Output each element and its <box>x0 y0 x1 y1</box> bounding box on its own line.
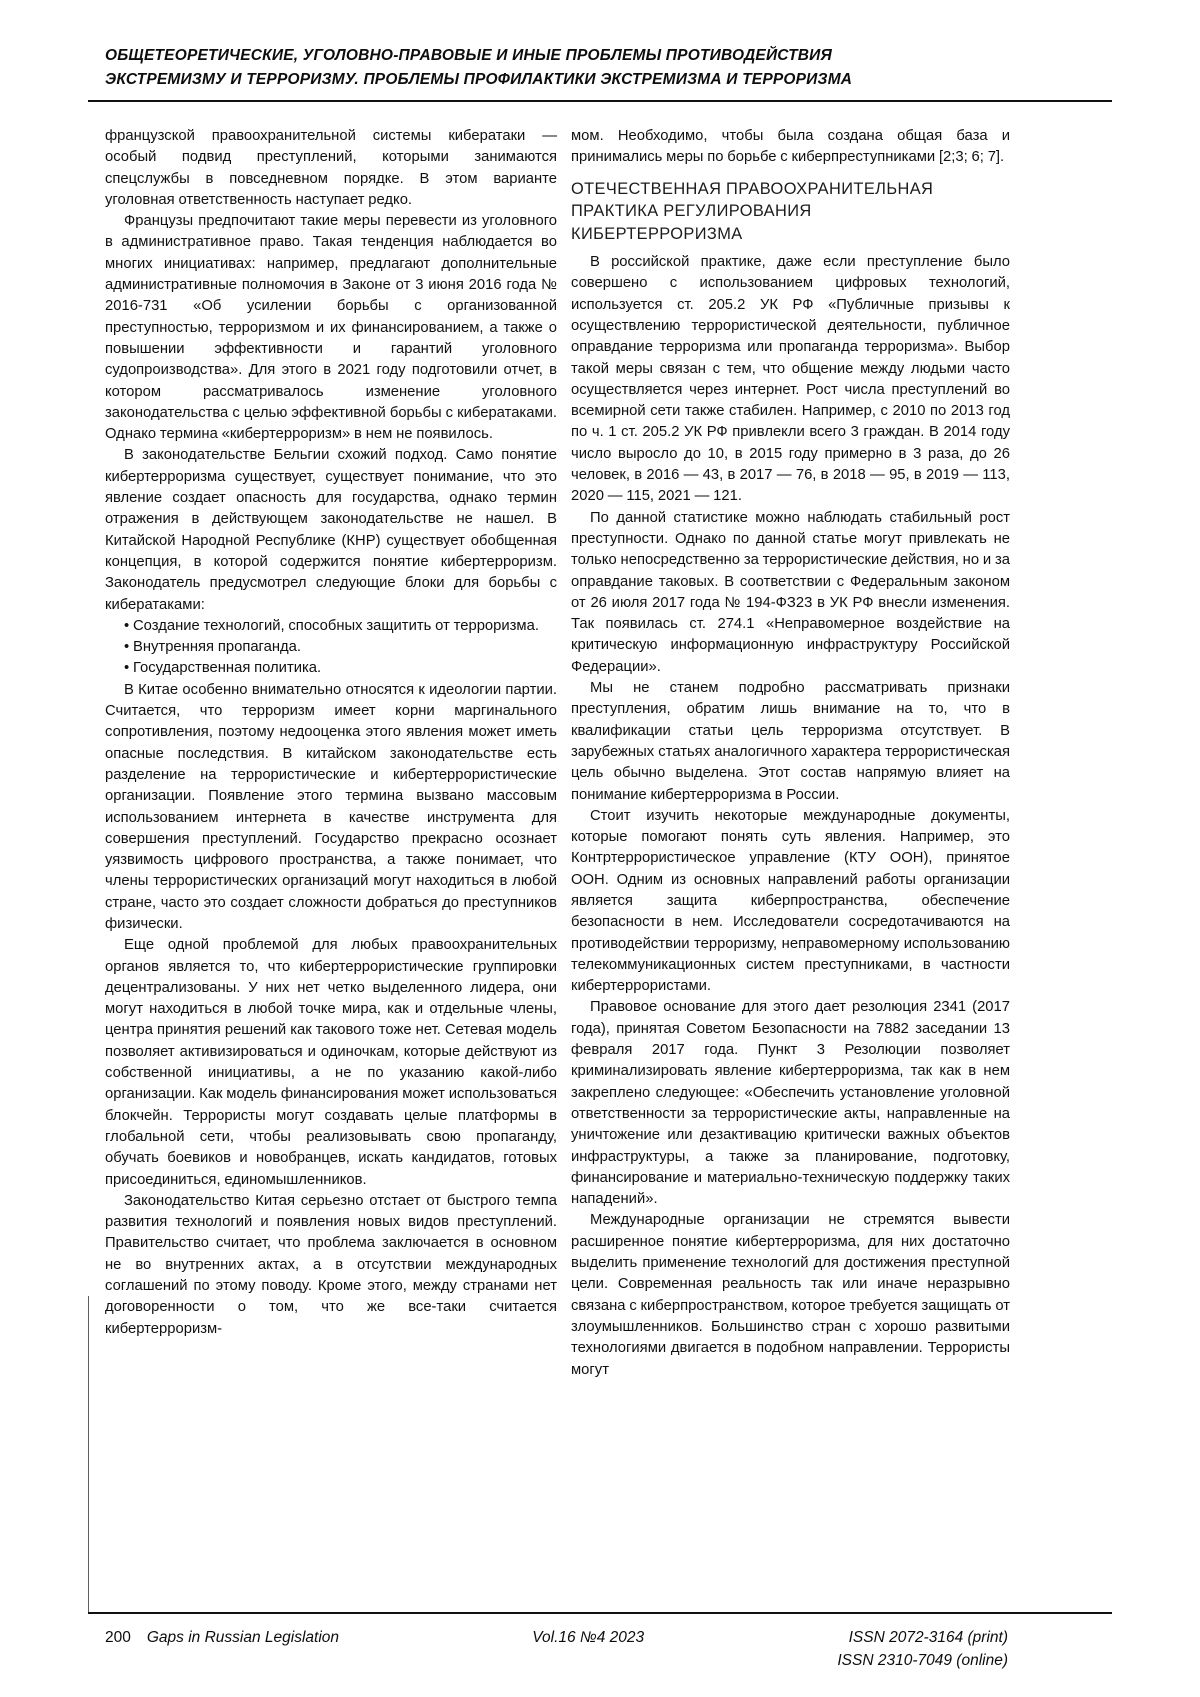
issn-print: ISSN 2072-3164 (print) <box>848 1629 1008 1646</box>
footer-rule <box>88 1612 1112 1614</box>
issn-online: ISSN 2310-7049 (online) <box>837 1652 1008 1669</box>
paragraph: В законодательстве Бельгии схожий подход. Само понятие кибертерроризма существует, существует понимание, что это явление создает опасность для государства, однако термин отражения в действующем законодательстве не нашел. В Китайской Народной Республике (КНР) существует обобщенная концепция, в которой содержится понятие кибертерроризм. Законодатель предусмотрел следующие блоки для борьбы с кибератаками: <box>105 447 557 613</box>
paragraph: Мы не станем подробно рассматривать признаки преступления, обратим лишь внимание на то, что в квалификации статьи цель терроризма отсутствует. В зарубежных статьях аналогичного характера террористическая цель обычно выделена. Этот состав напрямую влияет на понимание кибертерроризма в России. <box>571 680 1010 803</box>
paragraph: В Китае особенно внимательно относятся к идеологии партии. Считается, что терроризм имеет корни маргинального сопротивления, поэтому недооценка этого явления может иметь опасные последствия. В китайском законодательстве есть разделение на террористические и кибертеррористические организации. Появление этого термина вызвано массовым использованием интернета в качестве инструмента для совершения преступлений. Государство прекрасно осознает уязвимость цифрового пространства, а также понимает, что члены террористических организаций могут находиться в любой стране, часто это создает сложности добраться до преступников физически. <box>105 681 557 932</box>
margin-rule <box>88 1296 89 1612</box>
paragraph: Еще одной проблемой для любых правоохранительных органов является то, что кибертеррористические группировки децентрализованы. У них нет четко выделенного лидера, они могут находиться в любой точке мира, как и отдельные члены, центра принятия решений как такового тоже нет. Сетевая модель позволяет активизироваться и одиночкам, которые действуют из собственной инициативы, а не по указанию какой-либо организации. Как модель финансирования может использоваться блокчейн. Террористы могут создавать целые платформы в глобальной сети, чтобы реализовывать свою пропаганду, обучать боевиков и новобранцев, искать кандидатов, готовых присоединиться, единомышленников. <box>105 937 557 1188</box>
page-footer <box>105 1626 1008 1672</box>
footer-left <box>105 1626 339 1649</box>
bullet-item: • Внутренняя пропаганда. <box>124 639 302 656</box>
running-head-line1: ОБЩЕТЕОРЕТИЧЕСКИЕ, УГОЛОВНО-ПРАВОВЫЕ И ИНЫЕ ПРОБЛЕМЫ ПРОТИВОДЕЙСТВИЯ <box>105 47 833 64</box>
article-body <box>105 126 1010 1598</box>
paragraph: французской правоохранительной системы кибератаки — особый подвид преступлений, которыми занимаются спецслужбы в повседневном порядке. В этом варианте уголовная ответственность наступает редко. <box>105 128 557 208</box>
paragraph: Международные организации не стремятся вывести расширенное понятие кибертерроризма, для них достаточно выделить применение технологий для достижения преступной цели. Современная реальность так или иначе неразрывно связана с киберпространством, которое требуется защищать от злоумышленников. Большинство стран с хорошо развитыми технологиями двигается в подобном направлении. Террористы могут <box>571 1212 1010 1378</box>
paragraph: По данной статистике можно наблюдать стабильный рост преступности. Однако по данной статье могут привлекать не только непосредственно за террористические действия, но и за оправдание таковых. В соответствии с Федеральным законом от 26 июля 2017 года № 194-ФЗ23 в УК РФ внесли изменения. Так появилась ст. 274.1 «Неправомерное воздействие на критическую информационную инфраструктуру Российской Федерации». <box>571 509 1010 675</box>
header-rule <box>88 100 1112 102</box>
paragraph: мом. Необходимо, чтобы была создана общая база и принимались меры по борьбе с киберпреступниками [2;3; 6; 7]. <box>571 128 1010 166</box>
paragraph: В российской практике, даже если преступление было совершено с использованием цифровых технологий, используется ст. 205.2 УК РФ «Публичные призывы к осуществлению террористической деятельности, публичное оправдание терроризма или пропаганда терроризма». Выбор такой меры связан с тем, что общение между людьми часто осуществляется через интернет. Рост числа преступлений во всемирной сети также стабилен. Например, с 2010 по 2013 год по ч. 1 ст. 205.2 УК РФ привлекли всего 3 граждан. В 2014 году число выросло до 10, в 2015 году примерно в 3 раза, до 26 человек, в 2016 — 43, в 2017 — 76, в 2018 — 95, в 2019 — 113, 2020 — 115, 2021 — 121. <box>571 254 1010 505</box>
bullet-item: • Государственная политика. <box>124 660 322 677</box>
issue-info: Vol.16 №4 2023 <box>532 1629 645 1646</box>
section-heading: ОТЕЧЕСТВЕННАЯ ПРАВООХРАНИТЕЛЬНАЯ ПРАКТИКА РЕГУЛИРОВАНИЯ КИБЕРТЕРРОРИЗМА <box>571 179 934 243</box>
bullet-item: • Создание технологий, способных защитить от терроризма. <box>124 617 539 634</box>
journal-title: Gaps in Russian Legislation <box>146 1629 340 1646</box>
paragraph: Стоит изучить некоторые международные документы, которые помогают понять суть явления. Например, это Контртеррористическое управление (КТУ ООН), принятое ООН. Одним из основных направлений работы организации является защита киберпространства, обеспечение безопасности в нем. Исследователи сосредотачиваются на противодействии терроризму, неправомерному использованию телекоммуникационных систем преступниками, в частности кибертеррористами. <box>571 807 1010 995</box>
right-column <box>571 126 1010 1598</box>
page-number: 200 <box>105 1629 131 1646</box>
paragraph: Французы предпочитают такие меры перевести из уголовного в административное право. Такая тенденция наблюдается во многих инициативах: например, предлагают дополнительные административные полномочия в Законе от 3 июня 2016 года № 2016-731 «Об усилении борьбы с организованной преступностью, терроризмом и их финансированием, а также о повышении эффективности и гарантий уголовного судопроизводства». Для этого в 2021 году подготовили отчет, в котором рассматривалось изменение уголовного законодательства с целью эффективной борьбы с кибератаками. Однако термина «кибертерроризм» в нем не появилось. <box>105 213 557 443</box>
running-head <box>105 44 1065 92</box>
running-head-line2: ЭКСТРЕМИЗМУ И ТЕРРОРИЗМУ. ПРОБЛЕМЫ ПРОФИЛАКТИКИ ЭКСТРЕМИЗМА И ТЕРРОРИЗМА <box>105 71 853 88</box>
paragraph: Законодательство Китая серьезно отстает от быстрого темпа развития технологий и появления новых видов преступлений. Правительство считает, что проблема заключается в основном не во внутренних актах, а в отсутствии международных соглашений по этому поводу. Кроме этого, между странами нет договоренности о том, что же все-таки считается кибертерроризм- <box>105 1192 557 1337</box>
footer-issn <box>837 1626 1008 1672</box>
left-column <box>105 126 557 1598</box>
paragraph: Правовое основание для этого дает резолюция 2341 (2017 года), принятая Советом Безопасности на 7882 заседании 13 февраля 2017 года. Пункт 3 Резолюции позволяет криминализировать явление кибертерроризма, так как в нем закреплено следующее: «Обеспечить установление уголовной ответственности за террористические акты, направленные на уничтожение или дезактивацию критически важных объектов инфраструктуры, а также за планирование, подготовку, финансирование и материально-техническую поддержку таких нападений». <box>571 999 1010 1208</box>
